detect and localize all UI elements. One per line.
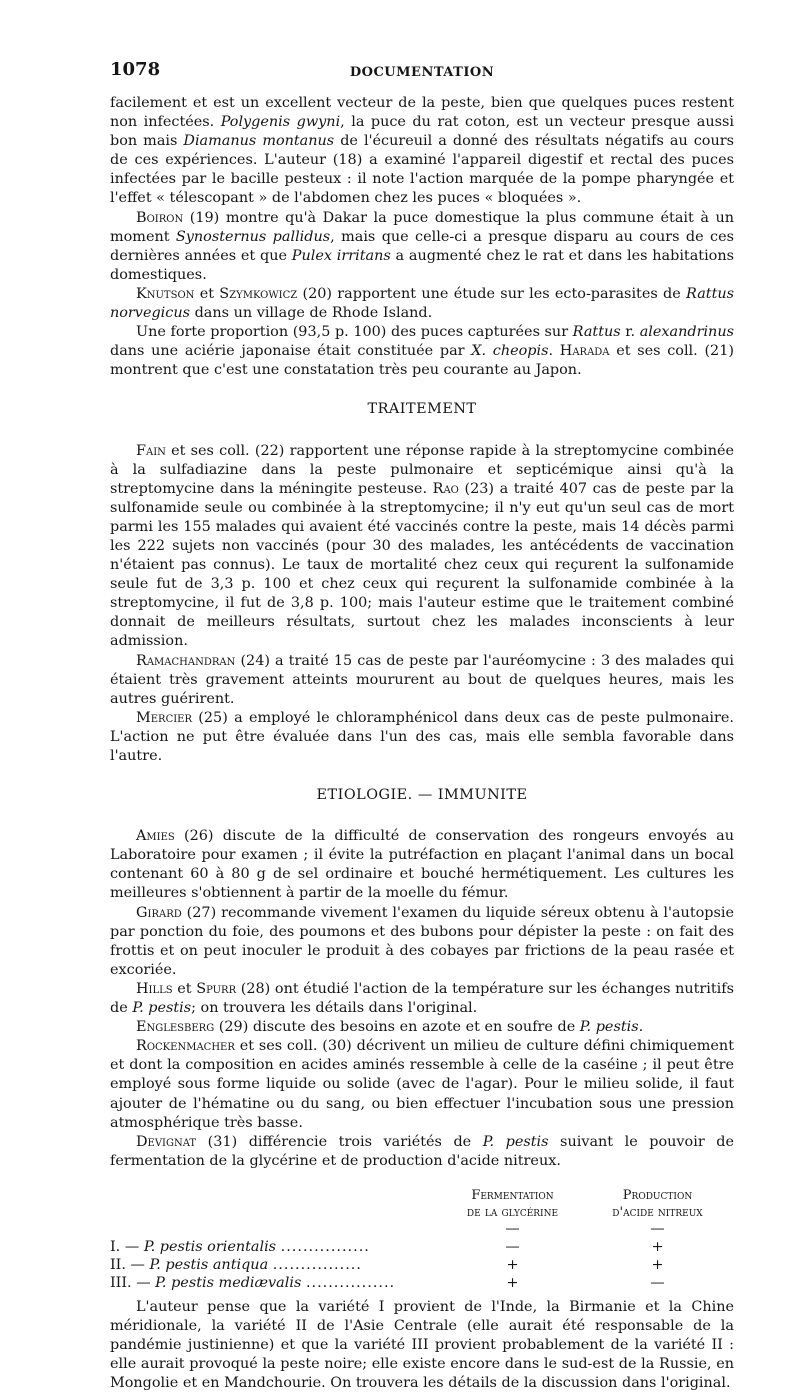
column-header-production: Production d'acide nitreux — [612, 1187, 703, 1220]
variety-label: III. — P. pestis mediævalis ................ — [110, 1274, 396, 1291]
table-row — [110, 1256, 734, 1274]
fermentation-cell: + — [506, 1256, 519, 1273]
variety-label: II. — P. pestis antiqua ................ — [110, 1256, 362, 1273]
etiologie-paragraph-5: Rockenmacher et ses coll. (30) décrivent un milieu de culture défini chimiquement et dont la composition en acides aminés ressemble à celle de la caséine ; il peut être employé sous forme liquide ou solide (avec de l'agar). Pour le milieu solide, il faut ajouter de l'hématine ou du sang, ou bien effectuer l'incubation sous une pression atmosphérique très basse. — [110, 1038, 734, 1131]
fermentation-cell: + — [506, 1274, 519, 1291]
intro-paragraph-2: Boiron (19) montre qu'à Dakar la puce domestique la plus commune était à un moment Synosternus pallidus, mais que celle-ci a presque disparu au cours de ces dernières années et que Pulex irritans a augmenté chez le rat et dans les habitations domestiques. — [110, 209, 734, 283]
production-cell: — — [650, 1274, 665, 1291]
variety-table — [110, 1187, 734, 1292]
column-header-fermentation: Fermentation de la glycérine — [466, 1187, 559, 1220]
traitement-paragraph-3: Mercier (25) a employé le chloramphénicol dans deux cas de peste pulmonaire. L'action ne put être évaluée dans l'un des cas, mais elle sembla favorable dans l'autre. — [110, 709, 734, 764]
section-heading-traitement: TRAITEMENT — [367, 401, 477, 418]
production-cell: + — [651, 1238, 664, 1255]
etiologie-paragraph-2: Girard (27) recommande vivement l'examen du liquide séreux obtenu à l'autopsie par ponction du foie, des poumons et des bubons pour dépister la peste : on fait des frottis et on peut inoculer le produit à des cobayes par frictions de la peau rasée et excoriée. — [110, 904, 734, 978]
header-rule: — — [505, 1220, 520, 1237]
section-heading-etiologie: ETIOLOGIE. — IMMUNITE — [316, 787, 528, 804]
etiologie-paragraph-3: Hills et Spurr (28) ont étudié l'action de la température sur les échanges nutritifs de P. pestis; on trouvera les détails dans l'original. — [110, 980, 735, 1017]
traitement-paragraph-2: Ramachandran (24) a traité 15 cas de peste par l'auréomycine : 3 des malades qui étaient très gravement atteints moururent au bout de quelques heures, mais les autres guérirent. — [110, 652, 734, 707]
intro-paragraph-1: facilement et est un excellent vecteur de la peste, bien que quelques puces restent non infectées. Polygenis gwyni, la puce du rat coton, est un vecteur presque aussi bon mais Diamanus montanus de l'écureuil a donné des résultats négatifs au cours de ces expériences. L'auteur (18) a examiné l'appareil digestif et rectal des puces infectées par le bacille pesteux : il note l'action marquée de la pompe pharyngée et l'effet « télescopant » de l'abdomen chez les puces « bloquées ». — [110, 95, 735, 207]
conclusion-paragraph: L'auteur pense que la variété I provient de l'Inde, la Birmanie et la Chine méridionale, la variété II de l'Asie Centrale (elle aurait été responsable de la pandémie justinienne) et que la variété III provient probablement de la variété II : elle aurait provoqué la peste noire; elle existe encore dans le sud-est de la Russie, en Mongolie et en Mandchourie. On trouvera les détails de la discussion dans l'original. — [110, 1298, 734, 1392]
running-head — [110, 58, 734, 88]
fermentation-cell: — — [505, 1238, 520, 1255]
etiologie-paragraph-4: Englesberg (29) discute des besoins en azote et en soufre de P. pestis. — [136, 1019, 644, 1036]
intro-paragraph-3: Knutson et Szymkowicz (20) rapportent une étude sur les ecto-parasites de Rattus norvegicus dans un village de Rhode Island. — [110, 285, 735, 322]
table-row — [110, 1274, 734, 1292]
etiologie-paragraph-6: Devignat (31) différencie trois variétés de P. pestis suivant le pouvoir de fermentation de la glycérine et de production d'acide nitreux. — [110, 1133, 734, 1169]
traitement-paragraph-1: Fain et ses coll. (22) rapportent une réponse rapide à la streptomycine combinée à la sulfadiazine dans la peste pulmonaire et septicémique ainsi qu'à la streptomycine dans la méningite pesteuse. Rao (23) a traité 407 cas de peste par la sulfonamide seule ou combinée à la streptomycine; il n'y eut qu'un seul cas de mort parmi les 155 malades qui avaient été vaccinés contre la peste, mais 14 décès parmi les 222 sujets non vaccinés (pour 30 des malades, les antécédents de vaccination n'étaient pas connus). Le taux de mortalité chez ceux qui reçurent la sulfonamide seule fut de 3,3 p. 100 et chez ceux qui reçurent la sulfonamide combinée à la streptomycine, il fut de 3,8 p. 100; mais l'auteur estime que le traitement combiné donnait de meilleurs résultats, surtout chez les malades inconscients à leur admission. — [110, 442, 734, 650]
intro-paragraph-4: Une forte proportion (93,5 p. 100) des puces capturées sur Rattus r. alexandrinus dans une aciérie japonaise était constituée par X. cheopis. Harada et ses coll. (21) montrent que c'est une constatation très peu courante au Japon. — [110, 324, 734, 379]
page-number: 1078 — [110, 59, 161, 80]
etiologie-paragraph-1: Amies (26) discute de la difficulté de conservation des rongeurs envoyés au Laboratoire pour examen ; il évite la putréfaction en plaçant l'animal dans un bocal contenant 60 à 80 g de sel ordinaire et bouché hermétiquement. Les cultures les meilleures s'obtiennent à partir de la moelle du fémur. — [110, 828, 734, 902]
table-row — [110, 1238, 734, 1256]
header-rule-row — [440, 1221, 734, 1238]
running-title: DOCUMENTATION — [349, 65, 495, 80]
production-cell: + — [651, 1256, 664, 1273]
header-rule: — — [650, 1220, 665, 1237]
variety-label: I. — P. pestis orientalis ................ — [110, 1238, 370, 1255]
table-header — [440, 1187, 734, 1221]
